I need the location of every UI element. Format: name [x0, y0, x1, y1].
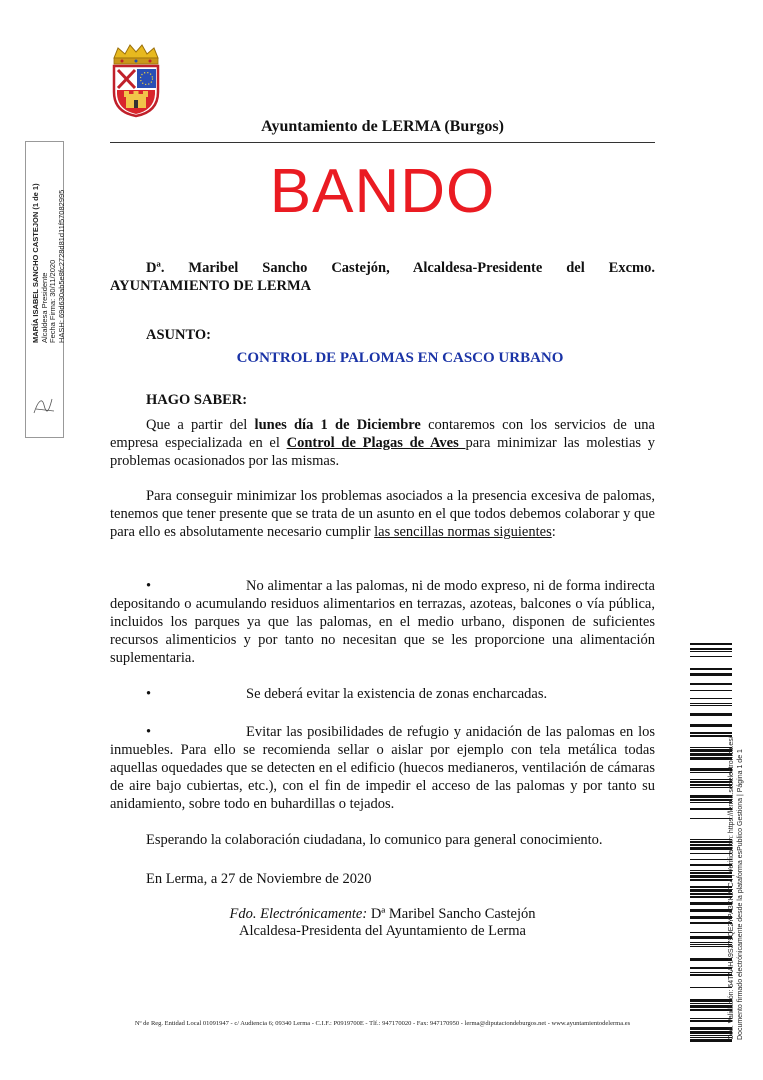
coat-of-arms-logo [108, 42, 164, 118]
closing-paragraph [110, 831, 655, 849]
date-line: En Lerma, a 27 de Noviembre de 2020 [146, 871, 372, 887]
bullet-item-2 [110, 685, 655, 703]
bullet-icon: • [146, 724, 152, 740]
signature-stamp-box [25, 141, 64, 438]
stamp-date: Fecha Firma: 30/11/2020 [48, 259, 57, 343]
bullet-icon: • [146, 578, 152, 594]
asunto-value: CONTROL DE PALOMAS EN CASCO URBANO [236, 350, 564, 366]
bando-heading: BANDO [269, 157, 496, 226]
intro-name: Dª. Maribel Sancho Castejón, Alcaldesa-Presidente del Excmo. [146, 260, 655, 276]
closing-text: Esperando la colaboración ciudadana, lo comunico para general conocimiento. [146, 832, 603, 848]
asunto-label: ASUNTO: [146, 327, 211, 343]
intro-paragraph [110, 259, 655, 295]
validation-text [728, 640, 745, 1040]
intro-org: AYUNTAMIENTO DE LERMA [110, 278, 312, 294]
bullet-text-3: Evitar las posibilidades de refugio y anidación de las palomas en los inmuebles. Para ello se recomienda sellar o aislar por ejemplo con tela metálica todas aquellas oquedades que se detecten en el edificio (huecos medianeros, ventilación de cámaras de aire bajo cubiertas, etc.), con el fin de impedir el acceso de las palomas y por tanto su anidamiento, sobre todo en buhardillas o tejados. [110, 724, 655, 812]
header-divider [110, 142, 655, 143]
validation-line-1: Cód. Validación: 64TAAHA9S379QE2YPA3CK2TC4 | Verificación: https://lerma.sedelectronica.es/ [728, 736, 735, 1040]
stamp-signer: MARÍA ISABEL SANCHO CASTEJON (1 de 1) [31, 183, 40, 343]
p1-service-underlined: Control de Plagas de Aves [286, 435, 466, 451]
barcode-icon [690, 643, 732, 1043]
p1-text-e: para minimizar las molestias y problemas ocasionados por las mismas. [110, 435, 656, 469]
stamp-role: Alcaldesa Presidente [39, 272, 49, 343]
bullet-item-3 [110, 723, 655, 813]
bullet-icon: • [146, 686, 152, 702]
signature-block [110, 906, 655, 940]
signature-name: Dª Maribel Sancho Castejón [367, 906, 536, 922]
paragraph-1 [110, 416, 655, 470]
p1-text-a: Que a partir del [146, 417, 255, 433]
date-line-block [110, 870, 655, 888]
signature-stamp-text [32, 143, 66, 343]
signature-role: Alcaldesa-Presidenta del Ayuntamiento de Lerma [239, 923, 526, 939]
footer-contact: Nº de Reg. Entidad Local 01091947 - c/ Audiencia 6; 09340 Lerma - C.I.F.: P0919700E - Tlf.: 947170020 - Fax: 947170950 - lerma@diputaciondeburgos.net - www.ayuntamientodelerma.es [134, 1020, 631, 1027]
p1-text-c: contaremos con los servicios de una empresa especializada en el [110, 417, 655, 451]
handwritten-signature-icon [30, 391, 58, 419]
paragraph-2 [110, 487, 655, 541]
signature-prefix: Fdo. Electrónicamente: [229, 906, 368, 922]
validation-line-2: Documento firmado electrónicamente desde la plataforma esPublico Gestiona | Página 1 de 1 [736, 749, 744, 1040]
p2-text-c: : [551, 524, 556, 540]
bullet-text-1: No alimentar a las palomas, ni de modo expreso, ni de forma indirecta depositando o acumulando residuos alimentarios en terrazas, azoteas, balcones o vía pública, incluidos los parques ya que las palomas, en el medio urbano, disponen de suficientes recursos alimenticios y por tanto no necesitan que se les proporcione una alimentación suplementaria. [110, 578, 655, 666]
p1-date-bold: lunes día 1 de Diciembre [254, 417, 421, 433]
hago-saber-label: HAGO SABER: [146, 392, 248, 408]
stamp-hash: HASH: 69d630ab5e8fc2728d81d11f57082995 [56, 189, 66, 343]
p2-norms-underlined: las sencillas normas siguientes [374, 524, 552, 540]
asunto-label-block [110, 326, 655, 344]
bullet-item-1 [110, 577, 655, 667]
header-title: Ayuntamiento de LERMA (Burgos) [261, 118, 504, 135]
hago-saber-block [110, 391, 655, 409]
p2-text-a: Para conseguir minimizar los problemas asociados a la presencia excesiva de palomas, tenemos que tener presente que se trata de un asunto en el que todos debemos colaborar y que para ello es absolutamente necesario cumplir [110, 488, 655, 540]
bullet-text-2: Se deberá evitar la existencia de zonas encharcadas. [246, 686, 548, 702]
